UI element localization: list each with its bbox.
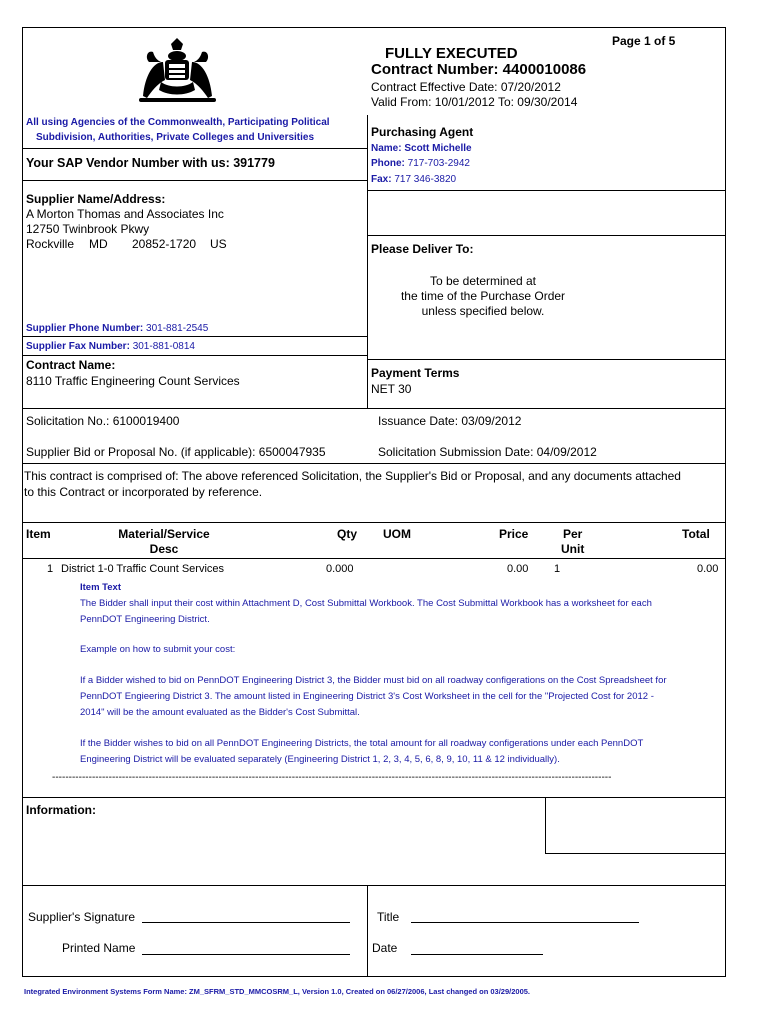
col-material-desc: Desc: [149, 542, 179, 556]
table-row: [0, 562, 770, 576]
item-text-p3c: 2014" will be the amount evaluated as the Bidder's Cost Submittal.: [80, 707, 360, 718]
col-total: Total: [682, 527, 710, 541]
item-text-p4b: Engineering District will be evaluated separately (Engineering District 1, 2, 3, 4, 5, 6, 8, 9, 10, 11 & 12 individually).: [80, 754, 560, 765]
divider: [22, 180, 368, 181]
deliver-line3: unless specified below.: [421, 304, 545, 318]
item-text-p1a: The Bidder shall input their cost within Attachment D, Cost Submittal Workbook. The Cost Submittal Workbook has a worksheet for each: [80, 598, 652, 609]
row-total: 0.00: [697, 563, 719, 575]
deliver-line1: To be determined at: [429, 274, 537, 288]
supplier-phone: Supplier Phone Number: 301-881-2545: [26, 323, 209, 334]
issuance-date: Issuance Date: 03/09/2012: [378, 414, 522, 428]
divider: [22, 797, 726, 798]
supplier-country: US: [210, 237, 227, 251]
purchasing-agent-phone: Phone: 717-703-2942: [371, 158, 470, 169]
deliver-to-title: Please Deliver To:: [371, 242, 474, 256]
information-title: Information:: [26, 803, 96, 817]
supplier-state: MD: [89, 237, 108, 251]
supplier-street: 12750 Twinbrook Pkwy: [26, 222, 150, 236]
deliver-line2: the time of the Purchase Order: [400, 289, 566, 303]
printed-name-label: Printed Name: [62, 941, 136, 955]
item-separator: ------------------------------------------------------------------------------------------------------------------------------------------------------------------------: [52, 772, 612, 783]
payment-terms-value: NET 30: [371, 382, 412, 396]
supplier-city: Rockville: [26, 237, 75, 251]
contract-comprised-line2: to this Contract or incorporated by reference.: [24, 485, 263, 499]
divider: [22, 148, 368, 149]
purchasing-agent-fax: Fax: 717 346-3820: [371, 174, 457, 185]
form-footer: Integrated Environment Systems Form Name: ZM_SFRM_STD_MMCOSRM_L, Version 1.0, Created on 06/27/2006, Last changed on 03/29/2005.: [24, 987, 530, 996]
row-per: 1: [554, 563, 561, 575]
item-text-p3a: If a Bidder wished to bid on PennDOT Engineering District 3, the Bidder must bid on all roadway configerations on the Cost Spreadsheet for: [80, 675, 667, 686]
row-item: 1: [47, 563, 54, 575]
item-text-title: Item Text: [80, 582, 122, 593]
contract-effective-date: Contract Effective Date: 07/20/2012: [371, 80, 561, 94]
col-per-unit: Unit: [561, 542, 585, 556]
purchasing-agent-name: Name: Scott Michelle: [371, 143, 472, 154]
divider: [367, 235, 726, 236]
title-line[interactable]: [411, 908, 639, 923]
contract-name-title: Contract Name:: [26, 358, 116, 372]
divider: [545, 797, 546, 853]
col-item: Item: [26, 527, 51, 541]
purchasing-agent-title: Purchasing Agent: [371, 125, 474, 139]
payment-terms-title: Payment Terms: [371, 366, 460, 380]
divider: [545, 853, 726, 854]
divider: [22, 336, 368, 337]
item-text-p4a: If the Bidder wishes to bid on all PennDOT Engineering Districts, the total amount for all roadway configerations under each PennDOT: [80, 738, 644, 749]
divider: [22, 885, 726, 886]
divider: [22, 522, 726, 523]
valid-dates: Valid From: 10/01/2012 To: 09/30/2014: [371, 95, 578, 109]
supplier-fax: Supplier Fax Number: 301-881-0814: [26, 341, 195, 352]
divider: [22, 355, 368, 356]
solicitation-number: Solicitation No.: 6100019400: [26, 414, 180, 428]
contract-comprised-line1: This contract is comprised of: The above referenced Solicitation, the Supplier's Bid or Proposal, and any documents attached: [24, 469, 681, 483]
page-number: Page 1 of 5: [612, 34, 676, 48]
submission-date: Solicitation Submission Date: 04/09/2012: [378, 445, 597, 459]
date-label: Date: [372, 941, 398, 955]
divider: [22, 408, 726, 409]
col-uom: UOM: [383, 527, 411, 541]
item-text-p1b: PennDOT Engineering District.: [80, 614, 210, 625]
sap-vendor-number: Your SAP Vendor Number with us: 391779: [26, 156, 275, 170]
supplier-bid-number: Supplier Bid or Proposal No. (if applicable): 6500047935: [26, 445, 326, 459]
row-price: 0.00: [507, 563, 529, 575]
supplier-title: Supplier Name/Address:: [26, 192, 166, 206]
supplier-zip: 20852-1720: [132, 237, 197, 251]
col-material: Material/Service: [118, 527, 210, 541]
contract-name-value: 8110 Traffic Engineering Count Services: [26, 374, 240, 388]
contract-number: Contract Number: 4400010086: [371, 61, 587, 78]
row-desc: District 1-0 Traffic Count Services: [61, 563, 225, 575]
item-text-p3b: PennDOT Engieering District 3. The amount listed in Engineering District 3's Cost Worksheet in the cell for the "Projected Cost for 2012 -: [80, 691, 654, 702]
divider: [367, 885, 368, 977]
commonwealth-seal-icon: [135, 36, 220, 104]
divider: [367, 359, 726, 360]
divider: [22, 463, 726, 464]
date-line[interactable]: [411, 940, 543, 955]
col-price: Price: [499, 527, 529, 541]
agencies-line2: Subdivision, Authorities, Private Colleges and Universities: [36, 132, 315, 143]
col-qty: Qty: [337, 527, 358, 541]
execution-status: FULLY EXECUTED: [385, 45, 518, 62]
divider: [367, 190, 726, 191]
supplier-name: A Morton Thomas and Associates Inc: [26, 207, 224, 221]
item-text-p2: Example on how to submit your cost:: [80, 644, 236, 655]
printed-name-line[interactable]: [142, 940, 350, 955]
divider: [22, 558, 726, 559]
agencies-line1: All using Agencies of the Commonwealth, Participating Political: [26, 117, 330, 128]
title-label: Title: [377, 910, 400, 924]
supplier-signature-line[interactable]: [142, 908, 350, 923]
supplier-signature-label: Supplier's Signature: [28, 910, 136, 924]
row-qty: 0.000: [326, 563, 354, 575]
divider: [367, 115, 368, 408]
col-per: Per: [563, 527, 583, 541]
